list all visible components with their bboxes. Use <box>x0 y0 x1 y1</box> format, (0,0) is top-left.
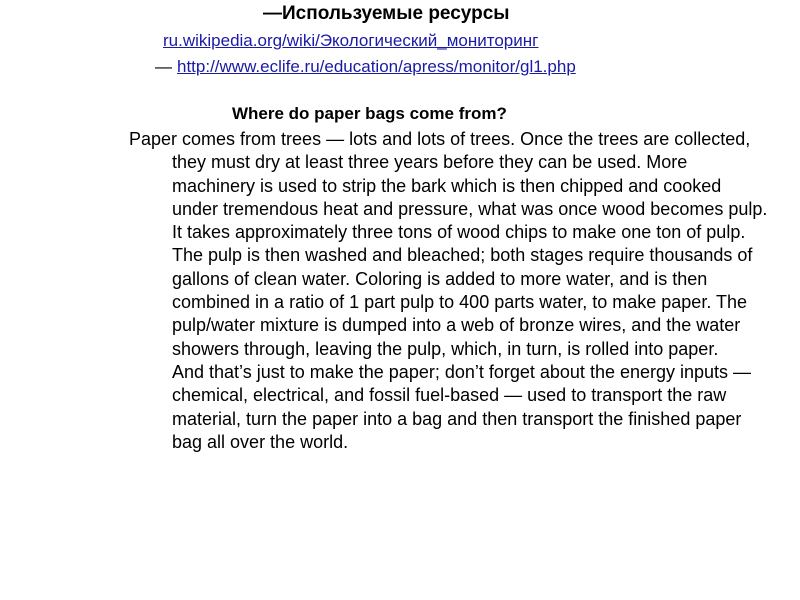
resource-link-eclife[interactable] <box>155 56 576 78</box>
resources-heading: —Используемые ресурсы <box>263 3 510 24</box>
resource-link-url: ru.wikipedia.org/wiki/Экологический_мониторинг <box>163 31 539 50</box>
article-body <box>129 128 769 454</box>
resource-link-wikipedia[interactable] <box>163 30 538 52</box>
article-paragraph: Paper comes from trees — lots and lots of trees. Once the trees are collected, they must dry at least three years before they can be used. More machinery is used to strip the bark which is then chipped and cooked under tremendous heat and pressure, what was once wood becomes pulp. It takes approximately three tons of wood chips to make one ton of pulp. The pulp is then washed and bleached; both stages require thousands of gallons of clean water. Coloring is added to more water, and is then combined in a ratio of 1 part pulp to 400 parts water, to make paper. The pulp/water mixture is dumped into a web of bronze wires, and the water showers through, leaving the pulp, which, in turn, is rolled into paper. <box>129 129 768 359</box>
article-paragraph: And that’s just to make the paper; don’t forget about the energy inputs — chemical, electrical, and fossil fuel-based — used to transport the raw material, turn the paper into a bag and then transport the finished paper bag all over the world. <box>172 361 752 452</box>
resource-link-prefix: — <box>155 57 172 76</box>
resource-link-url: http://www.eclife.ru/education/apress/monitor/gl1.php <box>177 57 576 76</box>
article-title: Where do paper bags come from? <box>232 104 507 123</box>
